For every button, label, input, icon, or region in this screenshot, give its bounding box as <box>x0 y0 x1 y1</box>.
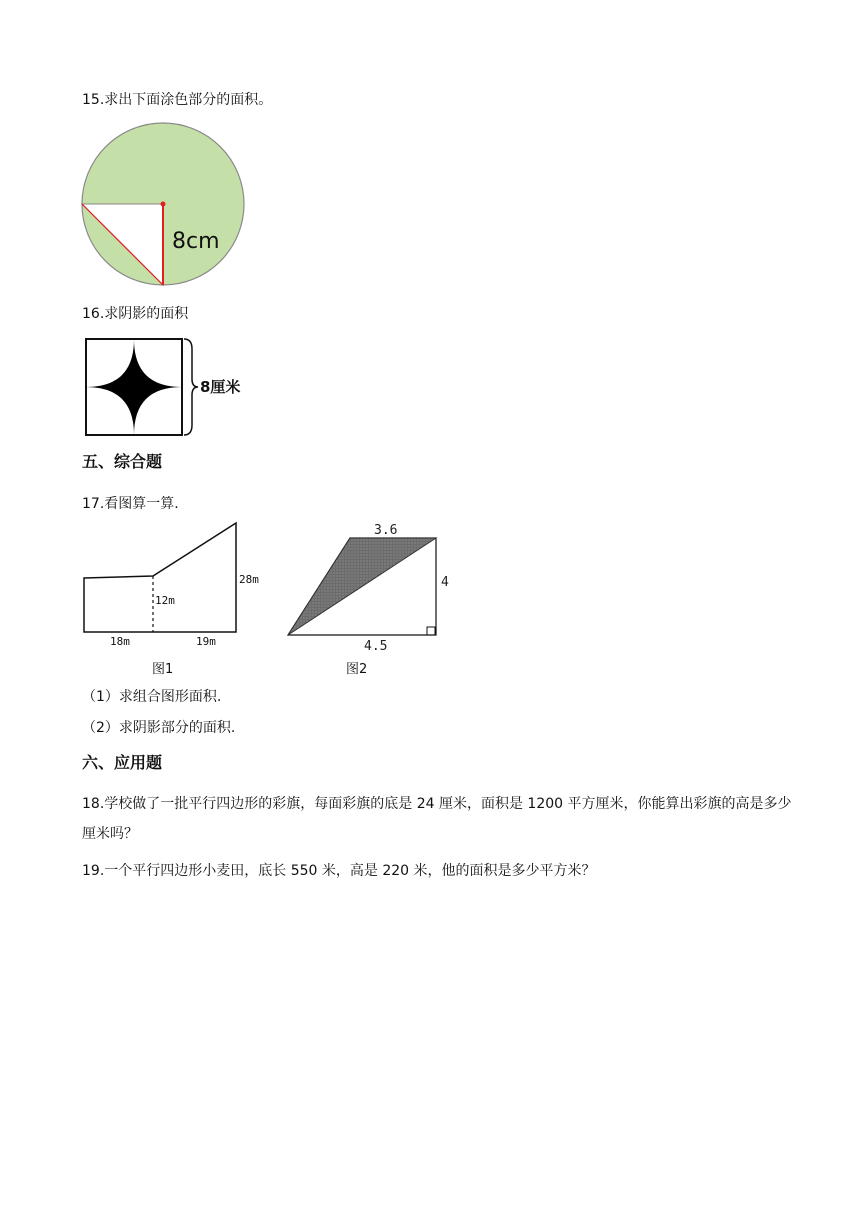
question-17-sub-2: （2）求阴影部分的面积. <box>82 720 236 736</box>
section-title-5: 五、综合题 <box>82 452 163 471</box>
side-label: 8厘米 <box>200 378 241 396</box>
label-12m: 12m <box>155 594 175 607</box>
label-bottom: 4.5 <box>364 639 388 654</box>
radius-label: 8cm <box>172 229 220 254</box>
figure-2 <box>282 518 462 678</box>
question-17: 17.看图算一算. <box>82 496 179 512</box>
question-17-sub-1: （1）求组合图形面积. <box>82 689 222 705</box>
label-19m: 19m <box>196 635 216 648</box>
question-16: 16.求阴影的面积 <box>82 306 189 322</box>
question-19: 19.一个平行四边形小麦田，底长 550 米，高是 220 米，他的面积是多少平方米？ <box>82 863 596 879</box>
caption-fig2: 图2 <box>346 662 368 677</box>
section-title-6: 六、应用题 <box>82 753 163 772</box>
composite-shape <box>84 523 236 632</box>
figure-1 <box>80 518 280 678</box>
question-18: 18.学校做了一批平行四边形的彩旗，每面彩旗的底是 24 厘米，面积是 1200 平方厘米，你能算出彩旗的高是多少厘米吗？ <box>82 796 792 842</box>
figure-square <box>80 335 280 443</box>
question-15: 15.求出下面涂色部分的面积。 <box>82 92 273 108</box>
label-top: 3.6 <box>374 523 398 538</box>
center-point <box>161 202 166 207</box>
label-28m: 28m <box>239 573 259 586</box>
label-right: 4 <box>441 575 449 590</box>
figure-circle <box>80 121 310 289</box>
label-18m: 18m <box>110 635 130 648</box>
brace <box>184 339 198 435</box>
caption-fig1: 图1 <box>152 662 174 677</box>
